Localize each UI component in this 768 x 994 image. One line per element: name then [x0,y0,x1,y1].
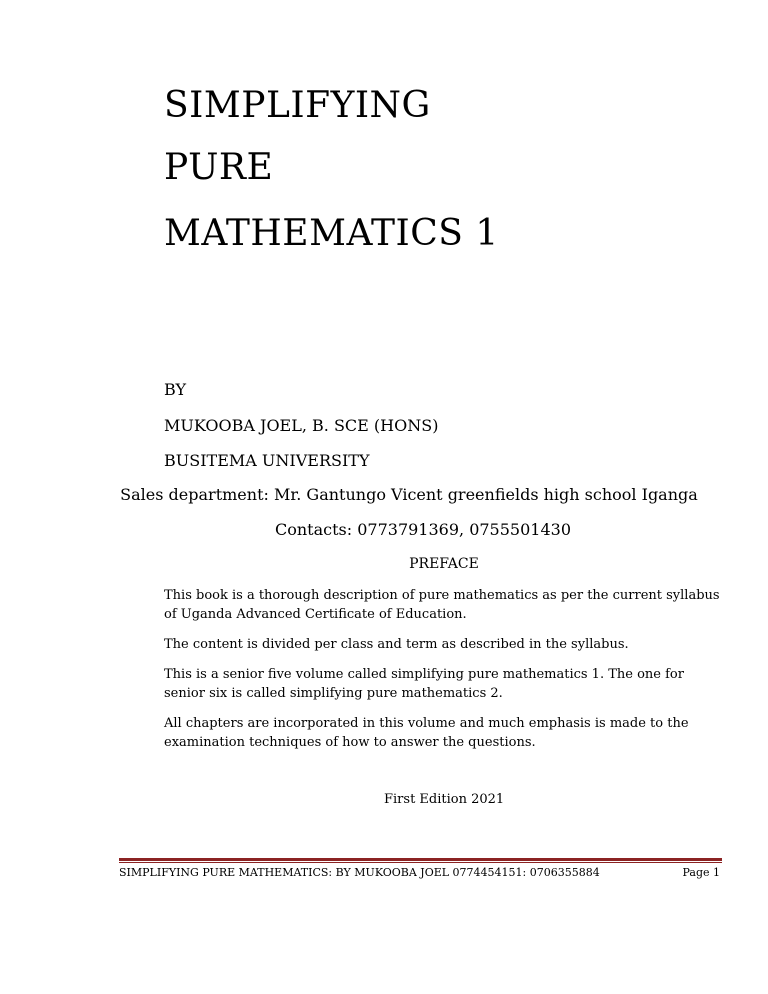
contacts: Contacts: 0773791369, 0755501430 [275,520,571,539]
edition: First Edition 2021 [384,792,505,807]
footer-rule-thin [119,862,722,863]
preface-paragraph: This is a senior five volume called simplifying pure mathematics 1. The one for senior six is called simplifying pure mathematics 2. [164,667,684,701]
page-number: Page 1 [682,866,720,879]
book-title-line-3: MATHEMATICS 1 [164,213,499,254]
author-by: BY [164,380,187,399]
sales-department: Sales department: Mr. Gantungo Vicent greenfields high school Iganga [120,485,698,504]
preface-paragraph: This book is a thorough description of pure mathematics as per the current syllabus of Uganda Advanced Certificate of Education. [164,588,720,622]
footer-text: SIMPLIFYING PURE MATHEMATICS: BY MUKOOBA JOEL 0774454151: 0706355884 [119,866,600,879]
author-name: MUKOOBA JOEL, B. SCE (HONS) [164,416,439,435]
book-title-line-1: SIMPLIFYING [164,85,431,126]
preface-paragraph: All chapters are incorporated in this volume and much emphasis is made to the examination techniques of how to answer the questions. [164,716,689,750]
preface-heading: PREFACE [409,556,479,572]
footer-rule [119,858,722,861]
author-university: BUSITEMA UNIVERSITY [164,451,370,470]
preface-paragraph: The content is divided per class and term as described in the syllabus. [164,637,629,652]
book-title-line-2: PURE [164,147,274,188]
